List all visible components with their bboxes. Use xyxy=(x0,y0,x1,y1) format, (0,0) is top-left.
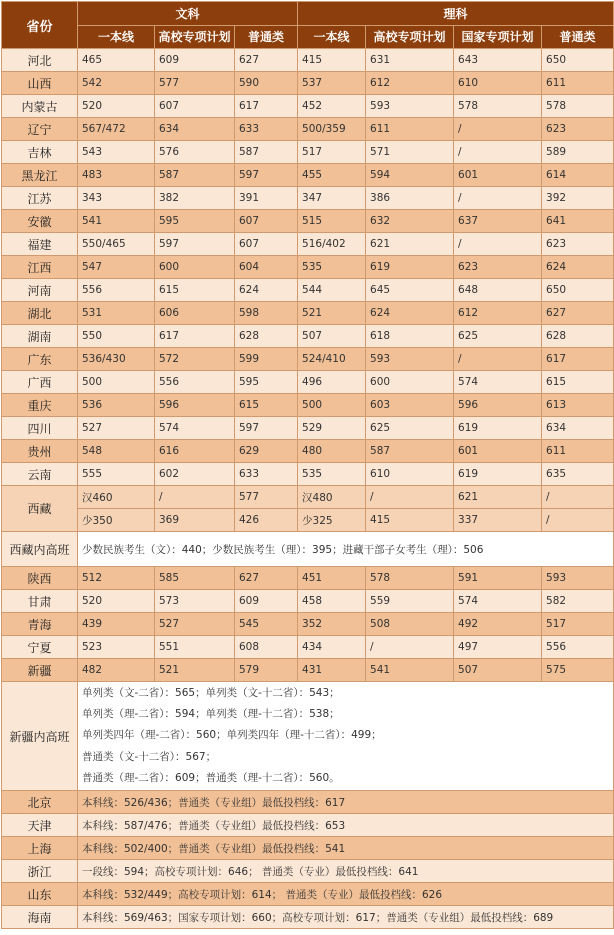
score-cell: 521 xyxy=(298,302,366,325)
score-cell: 585 xyxy=(155,567,235,590)
score-table-container xyxy=(1,1,613,929)
province-cell: 江西 xyxy=(2,256,78,279)
score-cell: 415 xyxy=(366,509,454,532)
score-cell: 608 xyxy=(235,636,298,659)
score-cell: 497 xyxy=(454,636,542,659)
score-cell: 624 xyxy=(542,256,614,279)
score-cell: 480 xyxy=(298,440,366,463)
score-cell: 575 xyxy=(542,659,614,682)
table-row xyxy=(2,659,614,682)
score-cell: 612 xyxy=(366,72,454,95)
score-cell: 597 xyxy=(235,417,298,440)
province-cell: 西藏 xyxy=(2,486,78,532)
note-line: 单列类（理-二省）：594；单列类（理-十二省）：538； xyxy=(82,708,340,721)
table-row xyxy=(2,72,614,95)
table-row xyxy=(2,883,614,906)
score-cell: 604 xyxy=(235,256,298,279)
score-cell: 593 xyxy=(366,348,454,371)
score-cell: 541 xyxy=(78,210,155,233)
header-province: 省份 xyxy=(2,2,78,49)
score-cell: 634 xyxy=(155,118,235,141)
score-cell: 650 xyxy=(542,49,614,72)
score-cell: 496 xyxy=(298,371,366,394)
score-cell: 337 xyxy=(454,509,542,532)
score-cell: 606 xyxy=(155,302,235,325)
score-cell: 少350 xyxy=(78,509,155,532)
score-cell: 579 xyxy=(235,659,298,682)
score-cell: 632 xyxy=(366,210,454,233)
table-row xyxy=(2,682,614,791)
score-cell: 576 xyxy=(155,141,235,164)
score-cell: 648 xyxy=(454,279,542,302)
province-cell: 新疆内高班 xyxy=(2,682,78,791)
table-body xyxy=(2,49,614,929)
province-cell: 云南 xyxy=(2,463,78,486)
table-row xyxy=(2,279,614,302)
score-cell: 611 xyxy=(542,72,614,95)
score-cell: 483 xyxy=(78,164,155,187)
table-row xyxy=(2,95,614,118)
header-lk-yiben: 一本线 xyxy=(298,25,366,49)
score-cell: 531 xyxy=(78,302,155,325)
score-cell: 623 xyxy=(542,118,614,141)
province-cell: 天津 xyxy=(2,814,78,837)
score-cell: 641 xyxy=(542,210,614,233)
score-cell: 634 xyxy=(542,417,614,440)
score-cell: 507 xyxy=(298,325,366,348)
score-cell: 544 xyxy=(298,279,366,302)
province-cell: 安徽 xyxy=(2,210,78,233)
score-cell: 434 xyxy=(298,636,366,659)
score-cell: 426 xyxy=(235,509,298,532)
score-cell: 517 xyxy=(298,141,366,164)
province-cell: 新疆 xyxy=(2,659,78,682)
admission-score-table xyxy=(1,1,614,929)
score-cell: 482 xyxy=(78,659,155,682)
score-cell: 607 xyxy=(235,210,298,233)
score-cell: 574 xyxy=(155,417,235,440)
header-wk-putong: 普通类 xyxy=(235,25,298,49)
score-cell: 574 xyxy=(454,590,542,613)
score-cell: 594 xyxy=(366,164,454,187)
province-cell: 宁夏 xyxy=(2,636,78,659)
score-cell: 628 xyxy=(235,325,298,348)
province-cell: 青海 xyxy=(2,613,78,636)
score-cell: 537 xyxy=(298,72,366,95)
score-cell: 556 xyxy=(78,279,155,302)
score-cell: 645 xyxy=(366,279,454,302)
table-row xyxy=(2,394,614,417)
score-cell: 382 xyxy=(155,187,235,210)
score-cell: / xyxy=(454,118,542,141)
table-row xyxy=(2,118,614,141)
province-cell: 辽宁 xyxy=(2,118,78,141)
score-cell: 578 xyxy=(366,567,454,590)
score-cell: 415 xyxy=(298,49,366,72)
table-row xyxy=(2,141,614,164)
score-cell: 550/465 xyxy=(78,233,155,256)
province-cell: 甘肃 xyxy=(2,590,78,613)
header-wenke: 文科 xyxy=(78,2,298,26)
note-cell: 本科线：526/436；普通类（专业组）最低投档线：617 xyxy=(78,791,614,814)
score-cell: / xyxy=(454,233,542,256)
province-cell: 福建 xyxy=(2,233,78,256)
score-cell: 625 xyxy=(366,417,454,440)
score-cell: 392 xyxy=(542,187,614,210)
header-lk-gaoxiao: 高校专项计划 xyxy=(366,25,454,49)
table-row xyxy=(2,440,614,463)
score-cell: 523 xyxy=(78,636,155,659)
score-cell: 347 xyxy=(298,187,366,210)
score-cell: 577 xyxy=(235,486,298,509)
score-cell: 615 xyxy=(542,371,614,394)
note-cell: 本科线：587/476；普通类（专业组）最低投档线：653 xyxy=(78,814,614,837)
table-row xyxy=(2,463,614,486)
score-cell: 545 xyxy=(235,613,298,636)
score-cell: 516/402 xyxy=(298,233,366,256)
table-row xyxy=(2,325,614,348)
table-row xyxy=(2,613,614,636)
score-cell: 599 xyxy=(235,348,298,371)
score-cell: 577 xyxy=(155,72,235,95)
score-cell: 611 xyxy=(366,118,454,141)
score-cell: 536 xyxy=(78,394,155,417)
score-cell: 603 xyxy=(366,394,454,417)
score-cell: 572 xyxy=(155,348,235,371)
header-lk-guojia: 国家专项计划 xyxy=(454,25,542,49)
score-cell: 551 xyxy=(155,636,235,659)
score-cell: 650 xyxy=(542,279,614,302)
score-cell: 637 xyxy=(454,210,542,233)
score-cell: 598 xyxy=(235,302,298,325)
province-cell: 湖北 xyxy=(2,302,78,325)
note-line: 普通类（文-十二省）：567； xyxy=(82,750,217,763)
score-cell: 614 xyxy=(542,164,614,187)
province-cell: 山西 xyxy=(2,72,78,95)
table-row xyxy=(2,509,614,532)
score-cell: 591 xyxy=(454,567,542,590)
score-cell: 536/430 xyxy=(78,348,155,371)
score-cell: 386 xyxy=(366,187,454,210)
province-cell: 湖南 xyxy=(2,325,78,348)
province-cell: 山东 xyxy=(2,883,78,906)
score-cell: 524/410 xyxy=(298,348,366,371)
score-cell: 571 xyxy=(366,141,454,164)
province-cell: 四川 xyxy=(2,417,78,440)
note-cell: 少数民族考生（文）：440；少数民族考生（理）：395；进藏干部子女考生（理）：506 xyxy=(78,532,614,567)
table-row xyxy=(2,906,614,929)
score-cell: 593 xyxy=(366,95,454,118)
score-cell: 500/359 xyxy=(298,118,366,141)
score-cell: 578 xyxy=(542,95,614,118)
score-cell: 517 xyxy=(542,613,614,636)
table-row xyxy=(2,256,614,279)
score-cell: 556 xyxy=(542,636,614,659)
table-row xyxy=(2,636,614,659)
score-cell: 625 xyxy=(454,325,542,348)
header-like: 理科 xyxy=(298,2,614,26)
score-cell: 352 xyxy=(298,613,366,636)
table-row xyxy=(2,860,614,883)
table-row xyxy=(2,590,614,613)
score-cell: 596 xyxy=(454,394,542,417)
header-wk-gaoxiao: 高校专项计划 xyxy=(155,25,235,49)
note-cell xyxy=(78,682,614,791)
table-row xyxy=(2,187,614,210)
note-cell: 本科线：532/449；高校专项计划：614； 普通类（专业）最低投档线：626 xyxy=(78,883,614,906)
score-cell: 543 xyxy=(78,141,155,164)
score-cell: 623 xyxy=(454,256,542,279)
score-cell: 535 xyxy=(298,463,366,486)
score-cell: 439 xyxy=(78,613,155,636)
score-cell: 597 xyxy=(155,233,235,256)
score-cell: 619 xyxy=(366,256,454,279)
table-row xyxy=(2,837,614,860)
table-row xyxy=(2,49,614,72)
province-cell: 黑龙江 xyxy=(2,164,78,187)
province-cell: 西藏内高班 xyxy=(2,532,78,567)
score-cell: 582 xyxy=(542,590,614,613)
province-cell: 浙江 xyxy=(2,860,78,883)
score-cell: 555 xyxy=(78,463,155,486)
score-cell: / xyxy=(542,486,614,509)
score-cell: 520 xyxy=(78,590,155,613)
note-line: 单列类（文-二省）：565；单列类（文-十二省）：543； xyxy=(82,686,340,699)
table-row xyxy=(2,371,614,394)
score-cell: 633 xyxy=(235,118,298,141)
province-cell: 贵州 xyxy=(2,440,78,463)
province-cell: 河南 xyxy=(2,279,78,302)
score-cell: / xyxy=(542,509,614,532)
score-cell: 507 xyxy=(454,659,542,682)
score-cell: 611 xyxy=(542,440,614,463)
score-cell: 597 xyxy=(235,164,298,187)
score-cell: 635 xyxy=(542,463,614,486)
table-row xyxy=(2,210,614,233)
score-cell: 550 xyxy=(78,325,155,348)
score-cell: 609 xyxy=(155,49,235,72)
score-cell: 617 xyxy=(235,95,298,118)
score-cell: 527 xyxy=(78,417,155,440)
score-cell: / xyxy=(366,636,454,659)
province-cell: 吉林 xyxy=(2,141,78,164)
score-cell: 汉480 xyxy=(298,486,366,509)
score-cell: 595 xyxy=(155,210,235,233)
score-cell: 451 xyxy=(298,567,366,590)
score-cell: 500 xyxy=(298,394,366,417)
score-cell: 369 xyxy=(155,509,235,532)
score-cell: 618 xyxy=(366,325,454,348)
province-cell: 海南 xyxy=(2,906,78,929)
score-cell: 465 xyxy=(78,49,155,72)
score-cell: 616 xyxy=(155,440,235,463)
score-cell: 542 xyxy=(78,72,155,95)
header-lk-putong: 普通类 xyxy=(542,25,614,49)
score-cell: 578 xyxy=(454,95,542,118)
score-cell: 600 xyxy=(366,371,454,394)
province-cell: 内蒙古 xyxy=(2,95,78,118)
score-cell: 610 xyxy=(454,72,542,95)
note-line: 普通类（理-二省）：609；普通类（理-十二省）：560。 xyxy=(82,771,340,784)
score-cell: 607 xyxy=(155,95,235,118)
score-cell: 619 xyxy=(454,417,542,440)
score-cell: / xyxy=(155,486,235,509)
score-cell: 589 xyxy=(542,141,614,164)
score-cell: 607 xyxy=(235,233,298,256)
score-cell: 548 xyxy=(78,440,155,463)
score-cell: 559 xyxy=(366,590,454,613)
score-cell: 458 xyxy=(298,590,366,613)
score-cell: 627 xyxy=(235,567,298,590)
table-row xyxy=(2,348,614,371)
score-cell: 492 xyxy=(454,613,542,636)
note-cell: 本科线：502/400；普通类（专业组）最低投档线：541 xyxy=(78,837,614,860)
score-cell: 452 xyxy=(298,95,366,118)
score-cell: 少325 xyxy=(298,509,366,532)
note-cell: 一段线：594；高校专项计划：646； 普通类（专业）最低投档线：641 xyxy=(78,860,614,883)
province-cell: 重庆 xyxy=(2,394,78,417)
score-cell: 520 xyxy=(78,95,155,118)
score-cell: 617 xyxy=(155,325,235,348)
score-cell: 628 xyxy=(542,325,614,348)
score-cell: 601 xyxy=(454,164,542,187)
score-cell: 391 xyxy=(235,187,298,210)
header-wk-yiben: 一本线 xyxy=(78,25,155,49)
score-cell: / xyxy=(366,486,454,509)
score-cell: 593 xyxy=(542,567,614,590)
score-cell: 573 xyxy=(155,590,235,613)
score-cell: 587 xyxy=(155,164,235,187)
score-cell: 590 xyxy=(235,72,298,95)
score-cell: 541 xyxy=(366,659,454,682)
province-cell: 北京 xyxy=(2,791,78,814)
score-cell: / xyxy=(454,348,542,371)
table-row xyxy=(2,814,614,837)
score-cell: 600 xyxy=(155,256,235,279)
province-cell: 陕西 xyxy=(2,567,78,590)
score-cell: 431 xyxy=(298,659,366,682)
score-cell: 613 xyxy=(542,394,614,417)
score-cell: 529 xyxy=(298,417,366,440)
score-cell: 587 xyxy=(366,440,454,463)
score-cell: 621 xyxy=(454,486,542,509)
table-row xyxy=(2,486,614,509)
score-cell: 624 xyxy=(366,302,454,325)
score-cell: 643 xyxy=(454,49,542,72)
score-cell: 602 xyxy=(155,463,235,486)
score-cell: 527 xyxy=(155,613,235,636)
score-cell: 512 xyxy=(78,567,155,590)
score-cell: 631 xyxy=(366,49,454,72)
note-cell: 本科线：569/463；国家专项计划：660；高校专项计划：617；普通类（专业组）最低投档线：689 xyxy=(78,906,614,929)
score-cell: 556 xyxy=(155,371,235,394)
score-cell: 619 xyxy=(454,463,542,486)
score-cell: 汉460 xyxy=(78,486,155,509)
score-cell: 515 xyxy=(298,210,366,233)
score-cell: 615 xyxy=(235,394,298,417)
score-cell: 621 xyxy=(366,233,454,256)
table-row xyxy=(2,302,614,325)
province-cell: 广东 xyxy=(2,348,78,371)
score-cell: 617 xyxy=(542,348,614,371)
score-cell: 627 xyxy=(235,49,298,72)
score-cell: 629 xyxy=(235,440,298,463)
score-cell: 567/472 xyxy=(78,118,155,141)
score-cell: 627 xyxy=(542,302,614,325)
score-cell: / xyxy=(454,187,542,210)
score-cell: 587 xyxy=(235,141,298,164)
table-row xyxy=(2,233,614,256)
score-cell: 508 xyxy=(366,613,454,636)
score-cell: 615 xyxy=(155,279,235,302)
score-cell: 633 xyxy=(235,463,298,486)
score-cell: 623 xyxy=(542,233,614,256)
score-cell: 596 xyxy=(155,394,235,417)
note-line: 单列类四年（理-二省）：560；单列类四年（理-十二省）：499； xyxy=(82,729,382,742)
score-cell: 521 xyxy=(155,659,235,682)
score-cell: / xyxy=(454,141,542,164)
score-cell: 609 xyxy=(235,590,298,613)
table-row xyxy=(2,791,614,814)
table-row xyxy=(2,567,614,590)
province-cell: 江苏 xyxy=(2,187,78,210)
score-cell: 574 xyxy=(454,371,542,394)
score-cell: 455 xyxy=(298,164,366,187)
table-row xyxy=(2,532,614,567)
score-cell: 595 xyxy=(235,371,298,394)
score-cell: 547 xyxy=(78,256,155,279)
score-cell: 601 xyxy=(454,440,542,463)
province-cell: 广西 xyxy=(2,371,78,394)
province-cell: 上海 xyxy=(2,837,78,860)
score-cell: 535 xyxy=(298,256,366,279)
table-row xyxy=(2,417,614,440)
table-row xyxy=(2,164,614,187)
score-cell: 610 xyxy=(366,463,454,486)
score-cell: 500 xyxy=(78,371,155,394)
score-cell: 612 xyxy=(454,302,542,325)
score-cell: 624 xyxy=(235,279,298,302)
province-cell: 河北 xyxy=(2,49,78,72)
score-cell: 343 xyxy=(78,187,155,210)
